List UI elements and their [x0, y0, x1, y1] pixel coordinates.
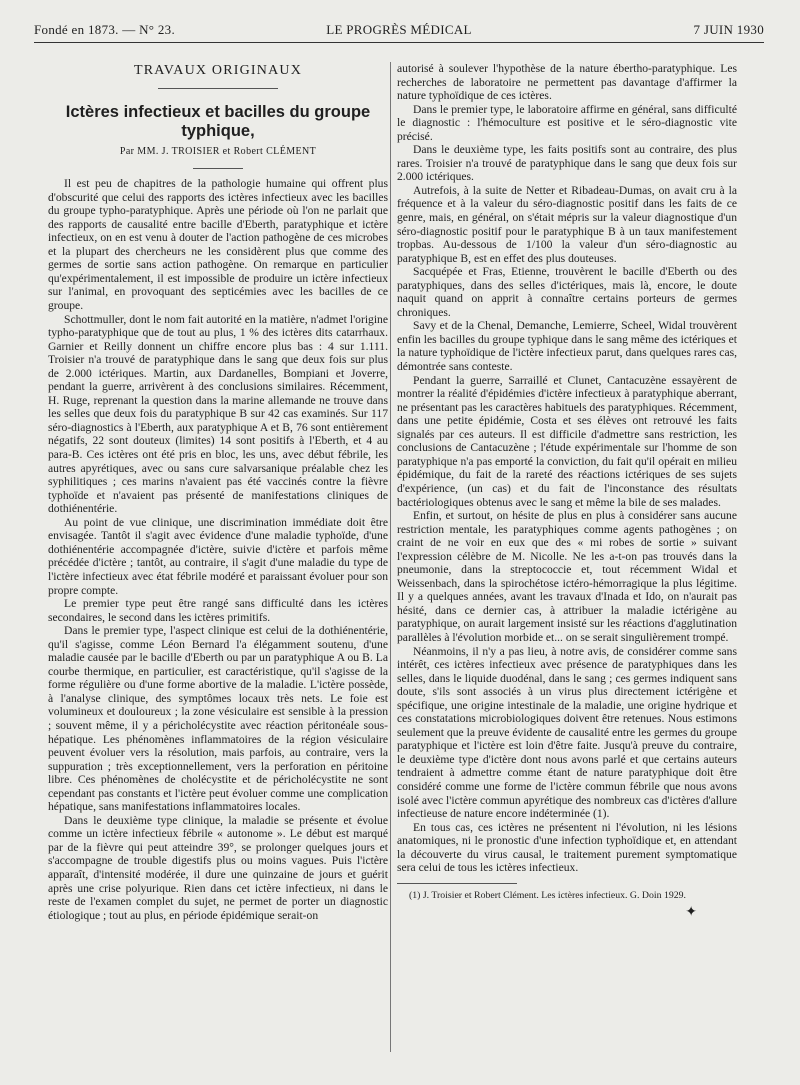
header-rule	[34, 42, 764, 43]
paragraph: Dans le deuxième type clinique, la maladie se présente et évolue comme un ictère infectieux fébrile « autonome ». Le début est marqué par de la fièvre qui peut atteindre 39°, se prolonger quelques jours et s'accompagne de trouble digestifs plus ou moins vagues. Puis l'ictère apparaît, d'intensité modérée, il dure une quinzaine de jours et guérit après une crise polyurique. Rien dans cet ictère infectieux, ni dans le reste de l'examen complet du sujet, ne permet de porter un diagnostic étiologique ; tout au plus, en période épidémique serait-on	[48, 813, 388, 922]
paragraph: Enfin, et surtout, on hésite de plus en plus à considérer sans aucune restriction mentale, les paratyphiques comme agents pathogènes ; on craint de ne voir en eux que des « mi robes de sortie » suivant l'expression célèbre de M. Nicolle. Ne les a-t-on pas trouvés dans la pneumonie, dans la streptococcie et, tout récemment Widal et Weissenbach, dans la spirochétose ictéro-hémorragique la plus légitime. Il y a quelques années, avant les travaux d'Inada et Ido, on n'aurait pas hésité, dans ce dernier cas, à attribuer la maladie ictérigène au paratyphique, on aurait largement insisté sur les réactions d'agglutination parallèles à l'évolution morbide et... on se serait singulièrement trompé.	[397, 509, 737, 644]
left-column	[48, 62, 388, 922]
paragraph: Dans le premier type, le laboratoire affirme en général, sans difficulté le diagnostic : l'hémoculture est positive et le séro-diagnostic vite précisé.	[397, 102, 737, 143]
paragraph: Néanmoins, il n'y a pas lieu, à notre avis, de considérer comme sans intérêt, ces ictères infectieux avec présence de paratyphiques dans les selles, dans le liquide duodénal, dans le sang ; ces germes indiquent sans doute, s'ils sont associés à un virus plus directement ictérigène et spécifique, une origine intestinale de la maladie, une origine hydrique et ces constatations microbiologiques doivent être retenues. Nous estimons seulement que la preuve évidente de causalité entre les germes du groupe paratyphique et l'ictère est loin d'être faite. Jusqu'à preuve du contraire, le deuxième type d'ictère dont nous avons parlé et que certains auteurs tendraient à admettre comme étant de nature paratyphique doit être considéré comme une forme de l'ictère commun fébrile que nous avons isolé avec l'ictère commun apyrétique des nombreux cas d'ictères d'allure infectieuse de nature encore indéterminée (1).	[397, 644, 737, 821]
section-rule	[158, 88, 278, 89]
article-title: Ictères infectieux et bacilles du groupe typhique,	[65, 102, 371, 140]
paragraph: Schottmuller, dont le nom fait autorité en la matière, n'admet l'origine typho-paratyphique que de tout au plus, 1 % des ictères dits catarrhaux. Garnier et Reilly donnent un chiffre encore plus bas : 4 sur 1.111. Troisier n'a trouvé de paratyphique dans le sang que deux fois sur plus de 2.000 ictériques. Martin, aux Dardanelles, Bompiani et Joverre, pendant la guerre, arrivèrent à des conclusions similaires. Récemment, H. Ruge, reprenant la question dans la marine allemande ne trouve dans les selles que deux fois du paratyphique B sur 42 cas examinés. Sur 117 séro-diagnostics à l'Eberth, aux paratyphique A et B, 76 sont entièrement négatifs, 22 sont douteux (limites) 14 sont positifs à l'Eberth, et 4 au para-B. Ces ictères ont été pris en bloc, les uns, avec début fébrile, les autres apyrétiques, avec ou sans cure salvarsanique préalable chez les syphilitiques ; ces marins n'avaient pas été vaccinés contre la fièvre typhoïde et n'avaient pas présenté de manifestations cliniques de dothiénentérie.	[48, 312, 388, 516]
section-heading: TRAVAUX ORIGINAUX	[133, 63, 303, 78]
paragraph: Dans le deuxième type, les faits positifs sont au contraire, des plus rares. Troisier n'a trouvé de paratyphique dans le sang que deux fois sur 2.000 ictériques.	[397, 143, 737, 184]
issue-date: 7 JUIN 1930	[693, 22, 764, 37]
footnote: (1) J. Troisier et Robert Clément. Les ictères infectieux. G. Doin 1929.	[409, 889, 686, 901]
running-head	[34, 22, 764, 38]
paragraph: Savy et de la Chenal, Demanche, Lemierre, Scheel, Widal trouvèrent enfin les bacilles du groupe typhique dans le sang même des ictériques et la nature typhoïdique de l'ictère infectieux parut, dans quelques rares cas, démontrée sans conteste.	[397, 319, 737, 374]
paragraph: autorisé à soulever l'hypothèse de la nature ébertho-paratyphique. Les recherches de laboratoire ne permettent pas davantage d'affirmer la nature typhoïdique de ces ictères.	[397, 62, 737, 103]
journal-title: LE PROGRÈS MÉDICAL	[326, 22, 472, 37]
right-column	[397, 62, 737, 919]
paragraph: Le premier type peut être rangé sans difficulté dans les ictères secondaires, le second dans les ictères primitifs.	[48, 597, 388, 624]
column-divider	[390, 62, 391, 1052]
founding-issue-label: Fondé en 1873. — N° 23.	[34, 22, 176, 37]
footnote-rule	[397, 883, 517, 884]
paragraph: Il est peu de chapitres de la pathologie humaine qui offrent plus d'obscurité que celui des rapports des ictères infectieux avec les bacilles du groupe typho-paratyphique. Après une période où l'on ne parlait que des rapports de causalité entre bacille d'Eberth, paratyphique et ictère infectieux, on en est venu à douter de l'action pathogène de ces microbes et la plupart des chercheurs ne les considèrent plus que comme des germes de sortie sans action pathogène. On remarque en particulier qu'expérimentalement, il est impossible de produire un ictère infectieux sur l'animal, en provoquant des septicémies avec les bacilles de ce groupe.	[48, 177, 388, 313]
paragraph: Sacquépée et Fras, Etienne, trouvèrent le bacille d'Eberth ou des paratyphiques, dans des selles d'ictériques, mais là, encore, le doute naquit quand on apprit à connaître certains porteurs de germes chroniques.	[397, 265, 737, 319]
paragraph: En tous cas, ces ictères ne présentent ni l'évolution, ni les lésions anatomiques, ni le pronostic d'une infection typhoïdique et, en attendant la découverte du virus causal, le traitement purement symptomatique sera celui de tous les ictères infectieux.	[397, 820, 737, 875]
byline-rule	[193, 168, 243, 169]
paragraph: Au point de vue clinique, une discrimination immédiate doit être envisagée. Tantôt il s'agit avec évidence d'une maladie typhoïde, d'une dothiénentérie accompagnée d'ictère, suivie d'ictère et parfois même précédée d'ictère ; tantôt, au contraire, il s'agit d'une maladie du type de l'ictère infectieux avec état fébrile modéré et paraissant évoluer pour son propre compte.	[48, 515, 388, 597]
paragraph: Dans le premier type, l'aspect clinique est celui de la dothiénentérie, qu'il s'agisse, comme Léon Bernard l'a élégamment soutenu, d'une maladie causée par le bacille d'Eberth ou par un paratyphique A ou B. La courbe thermique, en particulier, est caractéristique, qu'il s'agisse de la forme régulière ou d'une forme abortive de la maladie. L'ictère possède, à l'analyse clinique, des symptômes locaux très nets. Le foie est volumineux et douloureux ; la zone vésiculaire est sensible à la pression ; souvent même, il y a péricholécystite avec réaction péritonéale sous-hépatique. Les phénomènes inflammatoires de la région vésiculaire peuvent évoluer vers la résolution, mais parfois, au contraire, vers la suppuration ; très exceptionnellement, vers la perforation en péritoine libre. Ces phénomènes de cholécystite et de péricholécystite ne sont cependant pas constants et l'ictère peut évoluer comme une complication hépatique, sans manifestations inflammatoires locales.	[48, 624, 388, 814]
article-byline: Par MM. J. TROISIER et Robert CLÉMENT	[119, 145, 317, 157]
end-ornament: ✦	[685, 904, 697, 920]
paragraph: Autrefois, à la suite de Netter et Ribadeau-Dumas, on avait cru à la fréquence et à la valeur du séro-diagnostic positif dans les faits de ce genre, mais, en général, on s'était mépris sur la valeur diagnostique d'un séro-diagnostic positif pour le paratyphique B à un taux manifestement tropbas. Au-dessous de 1/100 la valeur d'un séro-diagnostic au paratyphique B, est en effet des plus douteuses.	[397, 183, 737, 265]
paragraph: Pendant la guerre, Sarraillé et Clunet, Cantacuzène essayèrent de montrer la réalité d'épidémies d'ictère infectieux à paratyphique aberrant, ne présentant pas les caractères habituels des paratyphiques. Récemment, dans une petite épidémie, Costa et ses élèves ont retrouvé les faits signalés par ces auteurs. Il est difficile d'admettre sans restriction, les conclusions de Cantacuzène ; l'étude expérimentale sur l'homme de son paratyphique n'a pas emporté la conviction, du fait qu'il opérait en milieu épidémique, du fait de la rareté des réactions ictériques de ses sujets d'expérience, (un cas) et du fait de l'inconstance des résultats bactériologiques obtenus avec le sang et même la bile de ses malades.	[397, 373, 737, 509]
